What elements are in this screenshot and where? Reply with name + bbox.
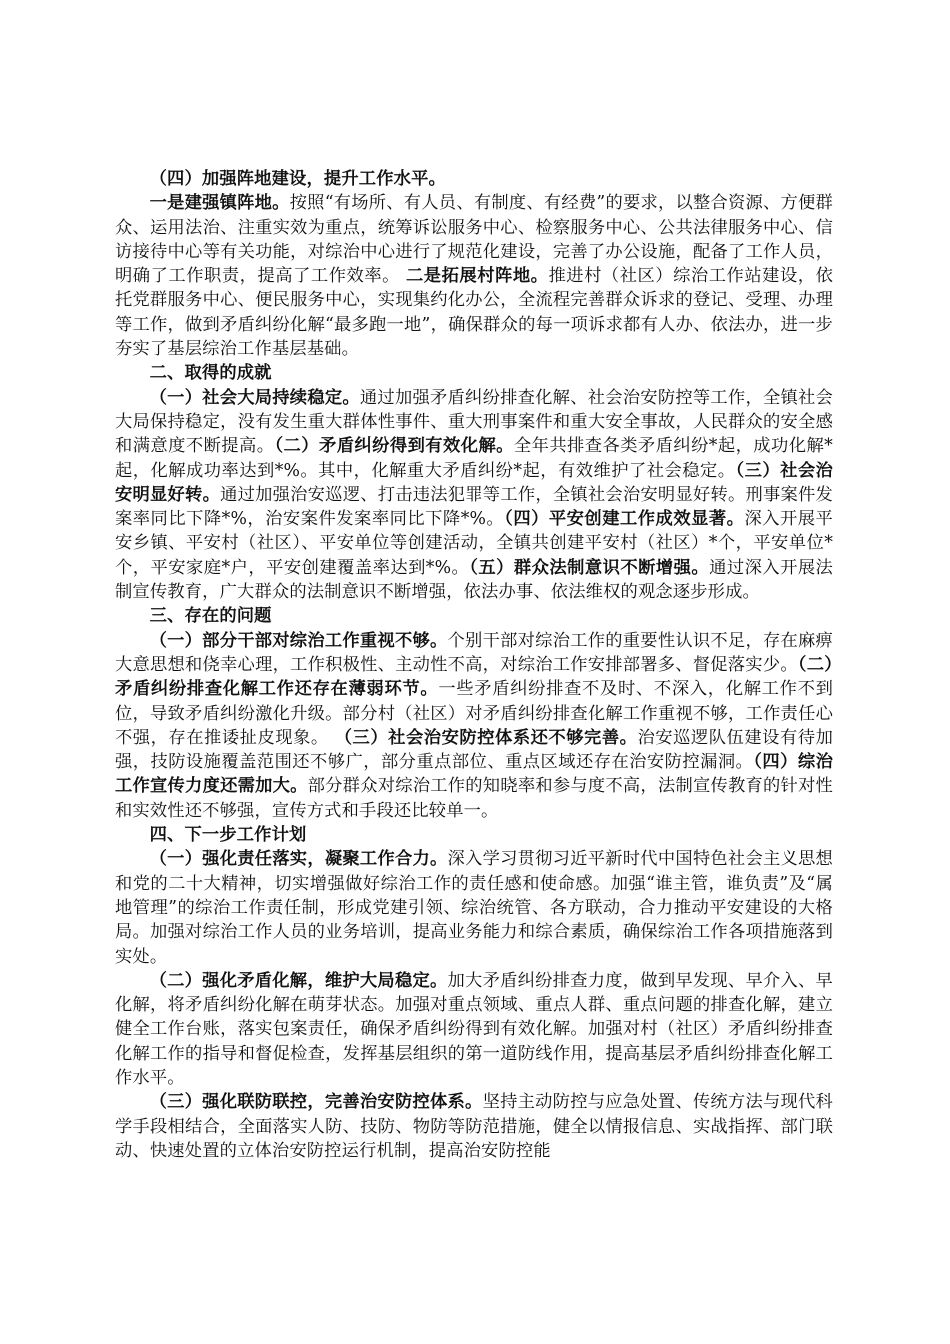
body-text: 深入开展平安乡镇、平安村（社区）、平安单位等创建活动，全镇共创建平安村（社区）*个，平安单位*个，平安家庭*户，平安创建覆盖率达到*%。 xyxy=(115,509,833,578)
bold-lead: （二）矛盾纠纷得到有效化解。 xyxy=(274,436,514,457)
bold-lead: （三）社会治安明显好转。 xyxy=(115,460,833,505)
bold-lead: （四）综治工作宣传力度还需加大。 xyxy=(115,752,834,797)
paragraph-problems xyxy=(115,629,833,823)
body-text: 加大矛盾纠纷排查力度，做到早发现、早介入、早化解，将矛盾纠纷化解在萌芽状态。加强对重点领域、重点人群、重点问题的排查化解，建立健全工作台账，落实包案责任，确保矛盾纠纷得到有效化解。加强对村（社区）矛盾纠纷排查化解工作的指导和督促检查，发挥基层组织的第一道防线作用，提高基层矛盾纠纷排查化解工作水平。 xyxy=(115,970,833,1088)
section-heading-next-steps: 四、下一步工作计划 xyxy=(149,825,307,846)
paragraph-plan-1 xyxy=(115,847,833,968)
bold-lead: （四）平安创建工作成效显著。 xyxy=(504,509,745,530)
bold-lead: （五）群众法制意识不断增强。 xyxy=(469,557,710,578)
body-text: 坚持主动防控与应急处置、传统方法与现代科学手段相结合，全面落实人防、技防、物防等防范措施，健全以情报信息、实战指挥、部门联动、快速处置的立体治安防控运行机制，提高治安防控能 xyxy=(115,1092,833,1161)
bold-lead: （二）强化矛盾化解，维护大局稳定。 xyxy=(149,970,448,991)
bold-lead: （一）社会大局持续稳定。 xyxy=(149,387,360,408)
body-text: 全年共排查各类矛盾纠纷*起，成功化解*起，化解成功率达到*%。其中，化解重大矛盾纠纷*起，有效维护了社会稳定。 xyxy=(115,436,833,481)
bold-lead: （三）社会治安防控体系还不够完善。 xyxy=(334,727,638,748)
subsection-heading-base: （四）加强阵地建设，提升工作水平。 xyxy=(149,169,446,189)
section-heading-achievements: 二、取得的成就 xyxy=(149,363,272,384)
paragraph-base-building xyxy=(115,191,833,361)
body-text: 部分群众对综治工作的知晓率和参与度不高，法制宣传教育的针对性和实效性还不够强，宣传方式和手段还比较单一。 xyxy=(115,776,833,821)
section-heading-problems: 三、存在的问题 xyxy=(149,606,272,627)
bold-lead: （二）矛盾纠纷排查化解工作还存在薄弱环节。 xyxy=(115,654,833,700)
body-text: 通过加强治安巡逻、打击违法犯罪等工作，全镇社会治安明显好转。刑事案件发案率同比下降*%，治安案件发案率同比下降*%。 xyxy=(115,484,833,530)
body-text: 通过加强矛盾纠纷排查化解、社会治安防控等工作，全镇社会大局保持稳定，没有发生重大群体性事件、重大刑事案件和重大安全事故，人民群众的安全感和满意度不断提高。 xyxy=(115,387,833,457)
body-text: 推进村（社区）综治工作站建设，依托党群服务中心、便民服务中心，实现集约化办公，全流程完善群众诉求的登记、受理、办理等工作，做到矛盾纠纷化解“最多跑一地”，确保群众的每一项诉求都有人办、依法办，进一步夯实了基层综治工作基层基础。 xyxy=(115,266,834,360)
bold-lead: 一是建强镇阵地。 xyxy=(149,193,290,214)
document-page xyxy=(115,167,833,1163)
paragraph-plan-2 xyxy=(115,969,833,1090)
bold-lead: （三）强化联防联控，完善治安防控体系。 xyxy=(149,1092,483,1113)
body-text: 个别干部对综治工作的重要性认识不足，存在麻痹大意思想和侥幸心理，工作积极性、主动性不高，对综治工作安排部署多、督促落实少。 xyxy=(115,630,833,675)
bold-lead: 二是拓展村阵地。 xyxy=(405,266,549,287)
paragraph-achievements xyxy=(115,386,833,605)
bold-lead: （一）强化责任落实，凝聚工作合力。 xyxy=(149,849,448,870)
paragraph-plan-3 xyxy=(115,1090,833,1163)
body-text: 治安巡逻队伍建设有待加强，技防设施覆盖范围还不够广，部分重点部位、重点区域还存在治安防控漏洞。 xyxy=(115,727,833,773)
bold-lead: （一）部分干部对综治工作重视不够。 xyxy=(149,630,448,651)
body-text: 按照“有场所、有人员、有制度、有经费”的要求，以整合资源、方便群众、运用法治、注重实效为重点，统筹诉讼服务中心、检察服务中心、公共法律服务中心、信访接待中心等有关功能，对综治中心进行了规范化建设，完善了办公设施，配备了工作人员，明确了工作职责，提高了工作效率。 xyxy=(115,193,833,287)
body-text: 一些矛盾纠纷排查不及时、不深入，化解工作不到位，导致矛盾纠纷激化升级。部分村（社区）对矛盾纠纷排查化解工作重视不够，工作责任心不强，存在推诿扯皮现象。 xyxy=(115,679,833,748)
body-text: 深入学习贯彻习近平新时代中国特色社会主义思想和党的二十大精神，切实增强做好综治工作的责任感和使命感。加强“谁主管，谁负责”及“属地管理”的综治工作责任制，形成党建引领、综治统管、各方联动，合力推动平安建设的大格局。加强对综治工作人员的业务培训，提高业务能力和综合素质，确保综治工作各项措施落到实处。 xyxy=(115,849,833,967)
body-text: 通过深入开展法制宣传教育，广大群众的法制意识不断增强，依法办事、依法维权的观念逐步形成。 xyxy=(115,557,833,603)
